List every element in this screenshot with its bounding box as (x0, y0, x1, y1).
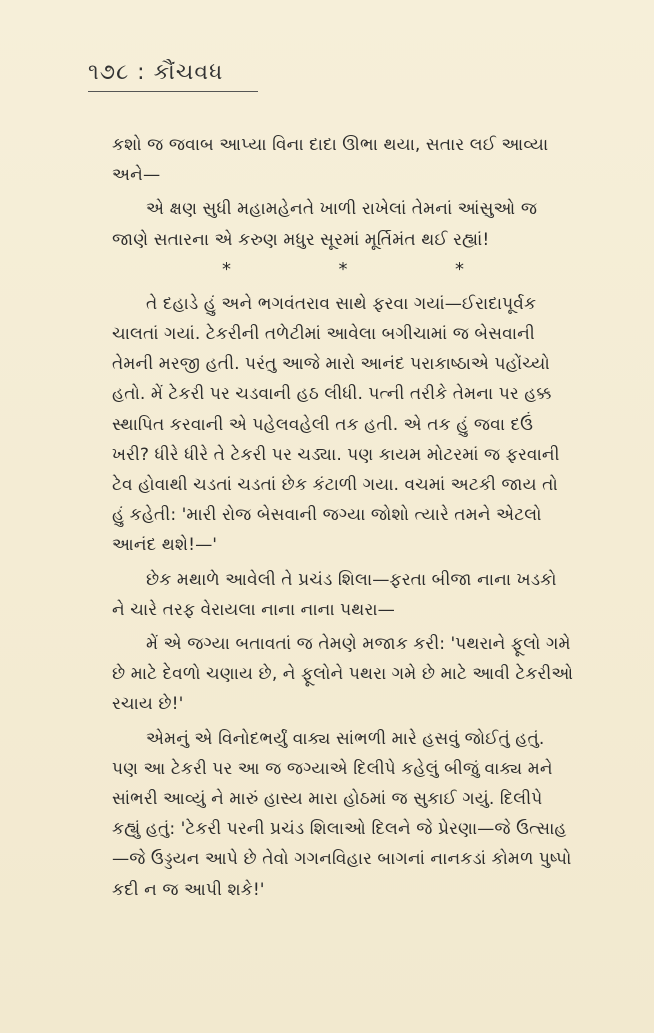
body-text (112, 130, 574, 909)
paragraph-4: છેક મથાળે આવેલી તે પ્રચંડ શિલા—ફરતા બીજા નાના ખડકો ને ચારે તરફ વેરાયલા નાના નાના પથરા— (112, 569, 557, 620)
section-star: * (455, 258, 464, 280)
paragraph-6: એમનું એ વિનોદભર્યું વાક્ય સાંભળી મારે હસવું જોઈતું હતું. પણ આ ટેકરી પર આ જ જગ્યાએ દિલીપે કહેલું બીજું વાક્ય મને સાંભરી આવ્યું ને મારું હાસ્ય મારા હોઠમાં જ સુકાઈ ગયું. દિલીપે કહ્યું હતું: 'ટેકરી પરની પ્રચંડ શિલાઓ દિલને જે પ્રેરણા—જે ઉત્સાહ—જે ઉડ્ડયન આપે છે તેવો ગગનવિહાર બાગનાં નાનકડાં કોમળ પુષ્પો કદી ન જ આપી શકે!' (112, 728, 572, 900)
section-star: * (338, 258, 348, 280)
paragraph-3: તે દહાડે હું અને ભગવંતરાવ સાથે ફરવા ગયાં—ઈરાદાપૂર્વક ચાલતાં ગયાં. ટેકરીની તળેટીમાં આવેલા બગીચામાં જ બેસવાની તેમની મરજી હતી. પરંતુ આજે મારો આનંદ પરાકાષ્ઠાએ પહોંચ્યો હતો. મેં ટેકરી પર ચડવાની હઠ લીધી. પત્ની તરીકે તેમના પર હક્ક સ્થાપિત કરવાની એ પહેલવહેલી તક હતી. એ તક હું જવા દઉં ખરી? ધીરે ધીરે તે ટેકરી પર ચડ્યા. પણ કાયમ મોટરમાં જ ફરવાની ટેવ હોવાથી ચડતાં ચડતાં છેક કંટાળી ગયા. વચમાં અટકી જાય તો હું કહેતી: 'મારી રોજ બેસવાની જગ્યા જોશો ત્યારે તમને એટલો આનંદ થશે!—' (112, 293, 560, 556)
section-break (112, 259, 574, 281)
page-number: ૧૭૮ (88, 60, 130, 85)
running-header (88, 60, 258, 92)
book-title: કૌંચવધ (153, 60, 224, 85)
paragraph-2: એ ક્ષણ સુધી મહામહેનતે ખાળી રાખેલાં તેમનાં આંસુઓ જ જાણે સતારના એ કરુણ મધુર સૂરમાં મૂર્તિમંત થઈ રહ્યાં! (112, 199, 538, 250)
paragraph-1: કશો જ જવાબ આપ્યા વિના દાદા ઊભા થયા, સતાર લઈ આવ્યા અને— (112, 135, 549, 186)
section-star: * (222, 258, 231, 280)
header-separator: : (137, 60, 146, 85)
header-underline (88, 91, 258, 92)
paragraph-5: મેં એ જગ્યા બતાવતાં જ તેમણે મજાક કરી: 'પથરાને ફૂલો ગમે છે માટે દેવળો ચણાય છે, ને ફૂલોને પથરા ગમે છે માટે આવી ટેકરીઓ રચાય છે!' (112, 634, 574, 715)
